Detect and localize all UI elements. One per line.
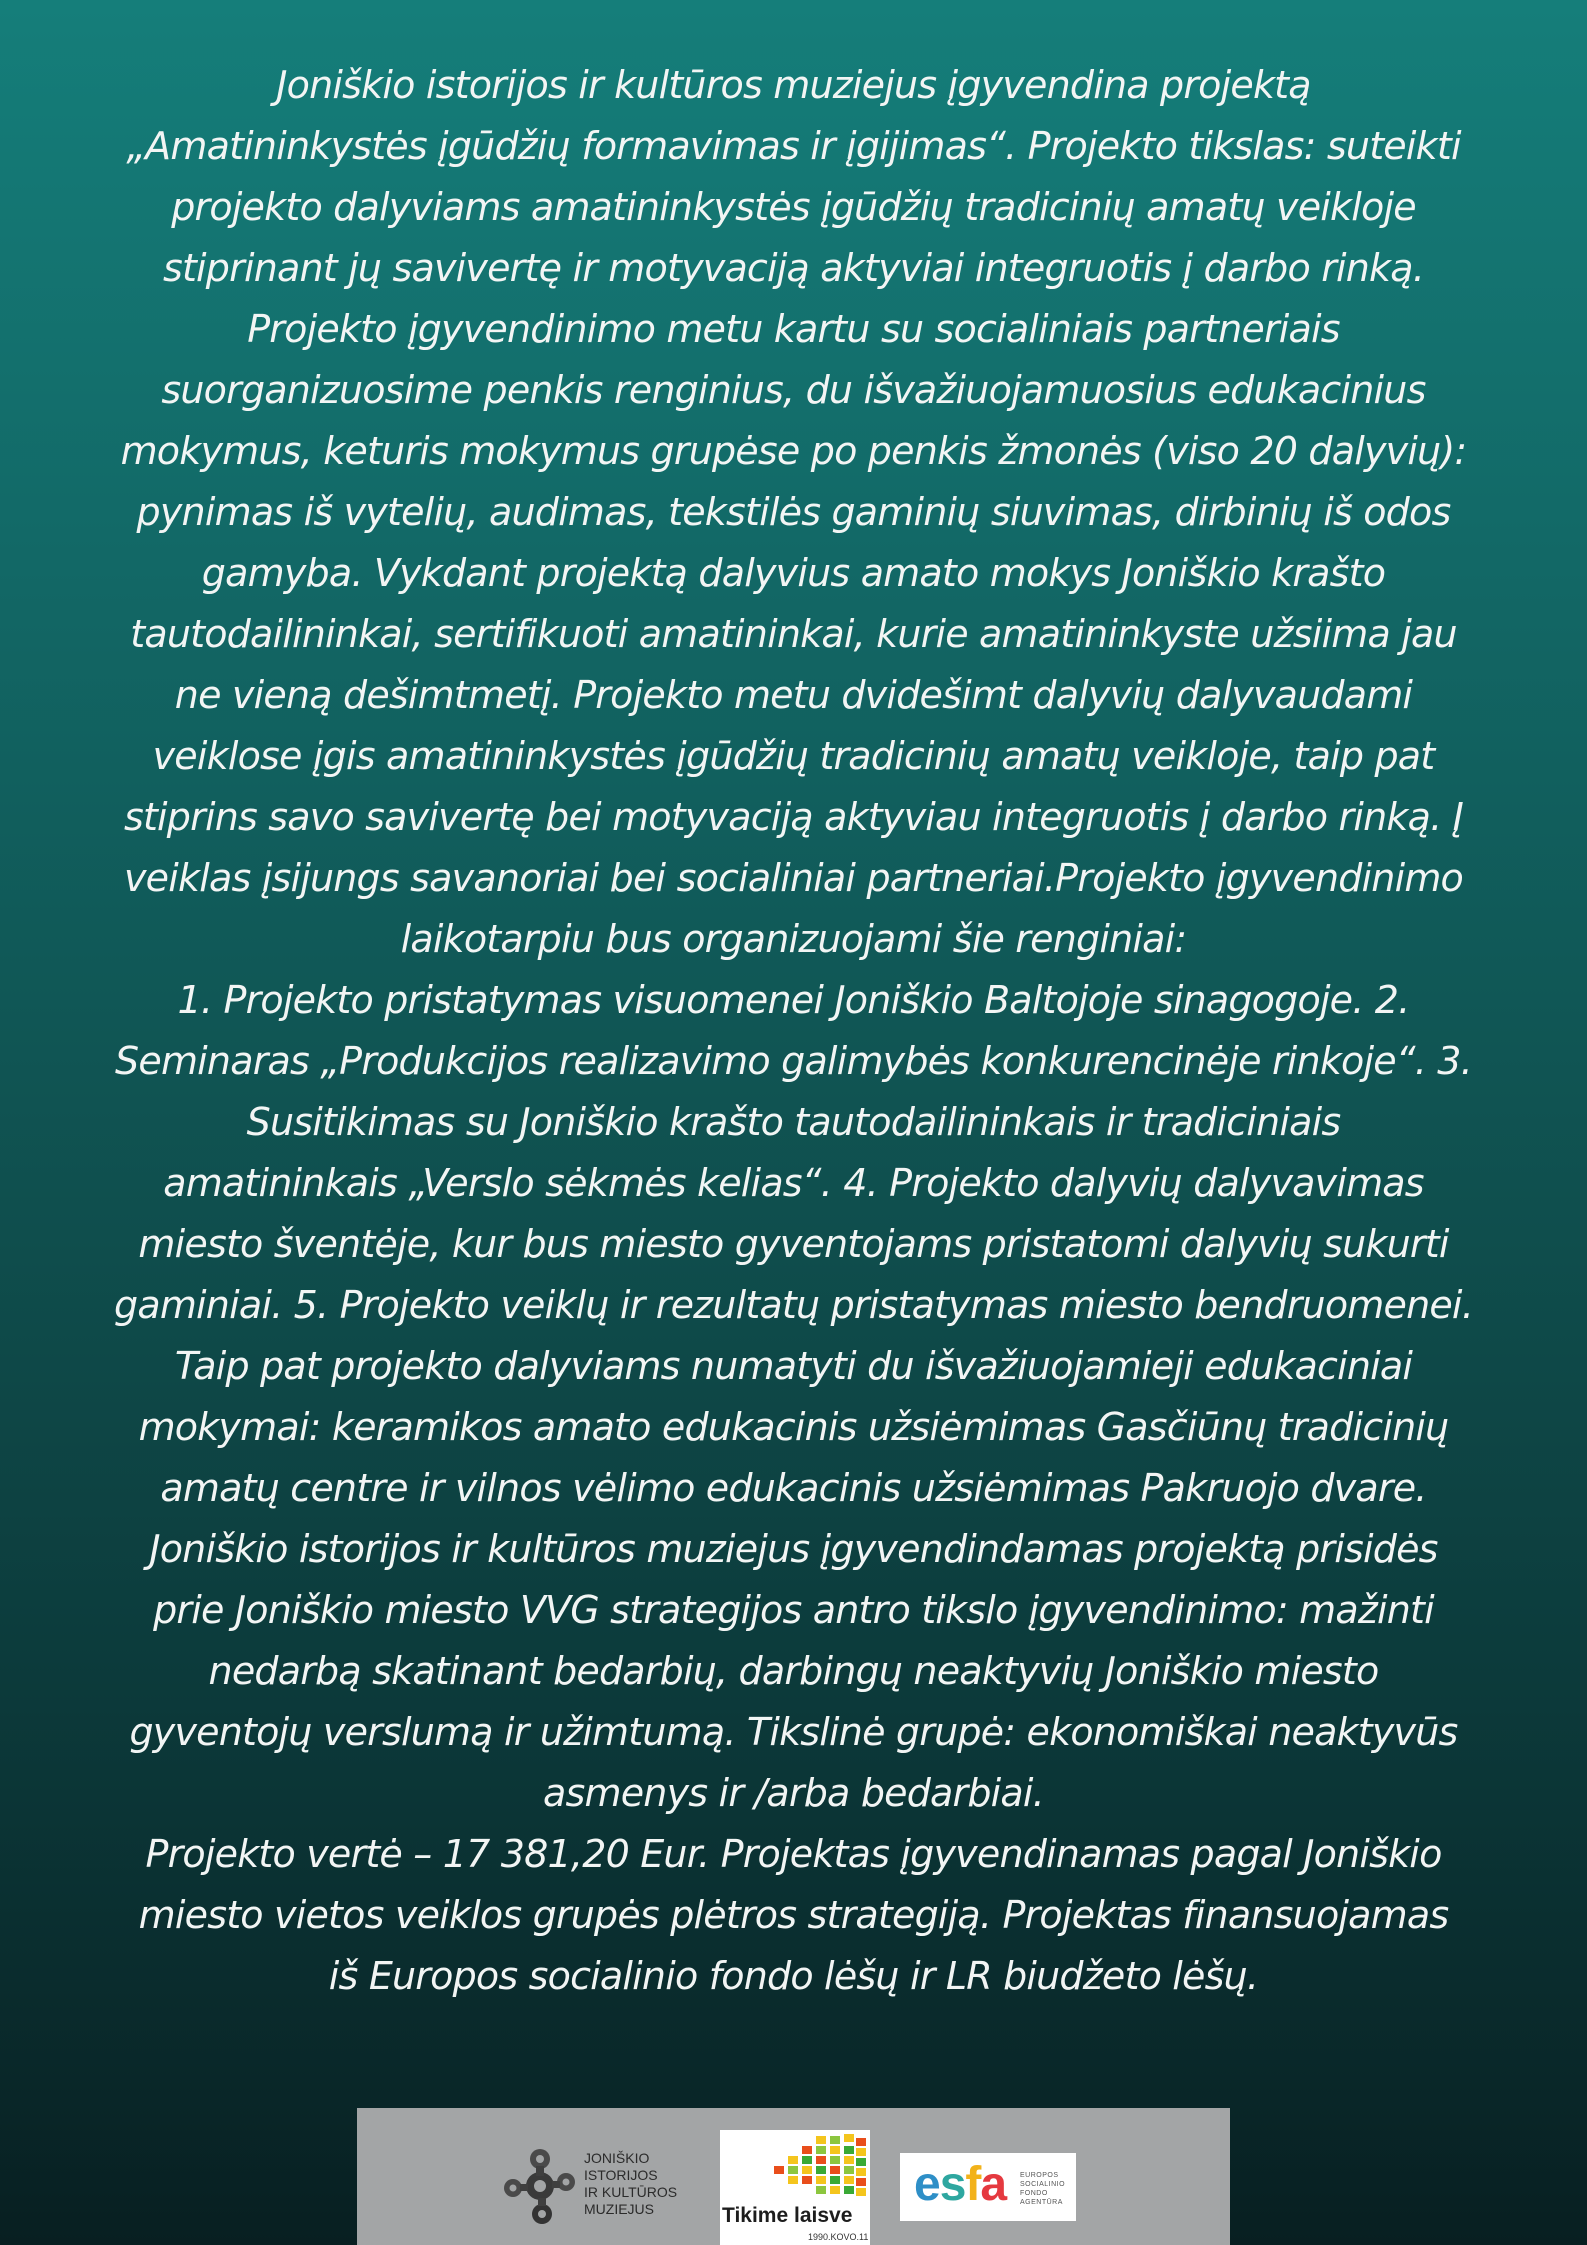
esfa-letter-f: f: [965, 2158, 981, 2211]
text-line: amatų centre ir vilnos vėlimo edukacinis užsiėmimas Pakruojo dvare.: [160, 1466, 1427, 1510]
text-line: mokymai: keramikos amato edukacinis užsiėmimas Gasčiūnų tradicinių: [138, 1405, 1449, 1449]
tikime-laisve-logo: [720, 2130, 870, 2245]
text-line: Joniškio istorijos ir kultūros muziejus įgyvendindamas projektą prisidės: [149, 1527, 1438, 1571]
esfa-letter-s: s: [939, 2158, 966, 2211]
esfa-caption: [1020, 2171, 1076, 2207]
text-line: Joniškio istorijos ir kultūros muziejus įgyvendina projektą: [276, 63, 1311, 107]
esfa-logo: [900, 2153, 1076, 2221]
text-line: „Amatininkystės įgūdžių formavimas ir įgijimas“. Projekto tikslas: suteikti: [126, 124, 1461, 168]
museum-logo-line: ISTORIJOS: [584, 2167, 658, 2183]
tikime-logo-date: 1990.KOVO.11: [808, 2232, 869, 2242]
text-line: gamyba. Vykdant projektą dalyvius amato mokys Joniškio krašto: [201, 551, 1386, 595]
esfa-letter-e: e: [914, 2158, 940, 2211]
text-line: Projekto vertė – 17 381,20 Eur. Projektas įgyvendinamas pagal Joniškio: [145, 1832, 1442, 1876]
esfa-wordmark: [914, 2157, 1006, 2213]
project-description: [60, 55, 1527, 2007]
text-line: nedarbą skatinant bedarbių, darbingų neaktyvių Joniškio miesto: [208, 1649, 1379, 1693]
text-line: amatininkais „Verslo sėkmės kelias“. 4. Projekto dalyvių dalyvavimas: [163, 1161, 1424, 1205]
text-line: suorganizuosime penkis renginius, du išvažiuojamuosius edukacinius: [161, 368, 1426, 412]
tikime-logo-title: Tikime laisve: [722, 2204, 853, 2227]
text-line: veiklas įsijungs savanoriai bei socialiniai partneriai.Projekto įgyvendinimo: [123, 856, 1464, 900]
text-line: gaminiai. 5. Projekto veiklų ir rezultatų pristatymas miesto bendruomenei.: [114, 1283, 1473, 1327]
museum-logo-line: IR KULTŪROS: [584, 2184, 678, 2200]
mosaic-icon: [772, 2134, 868, 2212]
text-line: laikotarpiu bus organizuojami šie renginiai:: [400, 917, 1187, 961]
text-line: stiprins savo savivertę bei motyvaciją aktyviau integruotis į darbo rinką. Į: [123, 795, 1464, 839]
esfa-caption-line: FONDO: [1020, 2190, 1048, 2197]
museum-logo-line: MUZIEJUS: [584, 2201, 654, 2217]
text-line: ne vieną dešimtmetį. Projekto metu dvidešimt dalyvių dalyvaudami: [174, 673, 1413, 717]
museum-logo-text: [584, 2150, 694, 2218]
text-line: projekto dalyviams amatininkystės įgūdžių tradicinių amatų veikloje: [171, 185, 1416, 229]
text-line: pynimas iš vytelių, audimas, tekstilės gaminių siuvimas, dirbinių iš odos: [136, 490, 1451, 534]
text-line: gyventojų verslumą ir užimtumą. Tikslinė grupė: ekonomiškai neaktyvūs: [129, 1710, 1458, 1754]
text-line: miesto vietos veiklos grupės plėtros strategiją. Projektas finansuojamas: [138, 1893, 1449, 1937]
text-line: stiprinant jų savivertę ir motyvaciją aktyviai integruotis į darbo rinką.: [162, 246, 1425, 290]
museum-logo-line: JONIŠKIO: [584, 2150, 650, 2166]
text-line: asmenys ir /arba bedarbiai.: [543, 1771, 1044, 1815]
text-line: tautodailininkai, sertifikuoti amatininkai, kurie amatininkyste užsiima jau: [130, 612, 1457, 656]
esfa-caption-line: EUROPOS: [1020, 2172, 1059, 2179]
museum-logo: [502, 2146, 682, 2228]
esfa-letter-a: a: [980, 2158, 1007, 2211]
museum-emblem-icon: [502, 2146, 578, 2226]
text-line: iš Europos socialinio fondo lėšų ir LR biudžeto lėšų.: [328, 1954, 1259, 1998]
esfa-caption-line: SOCIALINIO: [1020, 2181, 1066, 2188]
sponsor-logo-strip: [357, 2108, 1230, 2245]
text-line: veiklose įgis amatininkystės įgūdžių tradicinių amatų veikloje, taip pat: [152, 734, 1435, 778]
text-line: Taip pat projekto dalyviams numatyti du išvažiuojamieji edukaciniai: [174, 1344, 1413, 1388]
text-line: 1. Projekto pristatymas visuomenei Joniškio Baltojoje sinagogoje. 2.: [177, 978, 1410, 1022]
text-line: miesto šventėje, kur bus miesto gyventojams pristatomi dalyvių sukurti: [138, 1222, 1449, 1266]
text-line: Seminaras „Produkcijos realizavimo galimybės konkurencinėje rinkoje“. 3.: [115, 1039, 1472, 1083]
esfa-caption-line: AGENTŪRA: [1020, 2199, 1063, 2206]
text-line: Projekto įgyvendinimo metu kartu su socialiniais partneriais: [247, 307, 1340, 351]
text-line: Susitikimas su Joniškio krašto tautodailininkais ir tradiciniais: [246, 1100, 1341, 1144]
text-line: prie Joniškio miesto VVG strategijos antro tikslo įgyvendinimo: mažinti: [153, 1588, 1434, 1632]
text-line: mokymus, keturis mokymus grupėse po penkis žmonės (viso 20 dalyvių):: [120, 429, 1467, 473]
